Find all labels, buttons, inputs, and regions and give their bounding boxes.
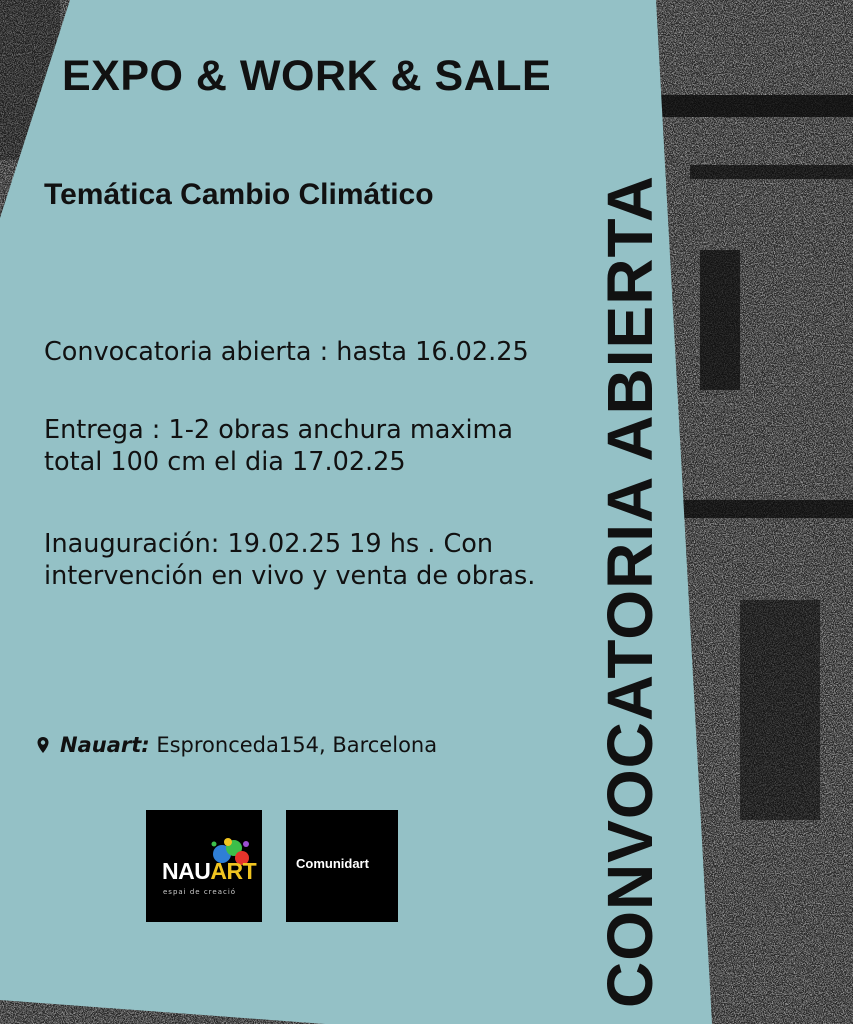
opening-text: Inauguración: 19.02.25 19 hs . Con intervención en vivo y venta de obras. (44, 529, 536, 591)
poster-subtitle: Temática Cambio Climático (44, 178, 434, 211)
deadline-text: Convocatoria abierta : hasta 16.02.25 (44, 337, 529, 367)
location-line (36, 733, 437, 757)
nauart-word-art: ART (210, 858, 257, 884)
venue-name: Nauart: (60, 733, 150, 757)
delivery-text: Entrega : 1-2 obras anchura maxima total 100 cm el dia 17.02.25 (44, 415, 513, 477)
nauart-tagline: espai de creació (163, 888, 237, 896)
nauart-word-nau: NAU (162, 858, 211, 884)
vertical-heading: CONVOCATORIA ABIERTA (594, 174, 666, 1008)
comunidart-logo (286, 810, 398, 922)
map-pin-icon (36, 736, 50, 754)
venue-address: Espronceda154, Barcelona (149, 733, 438, 757)
nauart-logo (146, 810, 262, 922)
comunidart-name: Comunidart (296, 856, 369, 871)
poster-title: EXPO & WORK & SALE (62, 52, 552, 100)
